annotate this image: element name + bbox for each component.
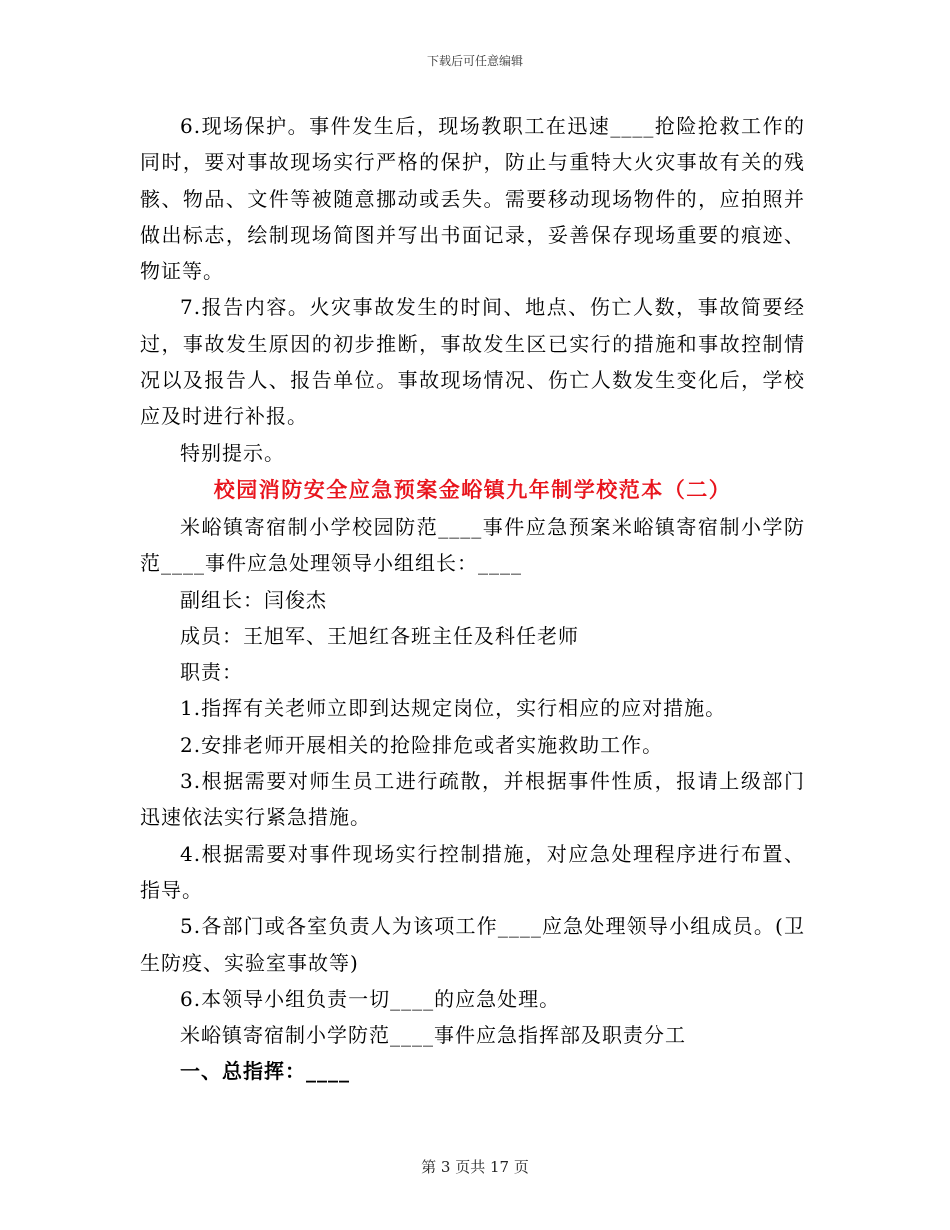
duty-item-3: 3.根据需要对师生员工进行疏散，并根据事件性质，报请上级部门迅速依法实行紧急措施。 [140,769,805,830]
duty-item-6: 6.本领导小组负责一切____的应急处理。 [180,986,561,1011]
duty-item-2: 2.安排老师开展相关的抢险排危或者实施救助工作。 [180,732,664,757]
paragraph-scene-protection: 6.现场保护。事件发生后，现场教职工在迅速____抢险抢救工作的同时，要对事故现场实行严格的保护，防止与重特大火灾事故有关的残骸、物品、文件等被随意挪动或丢失。需要移动现场物件的，应拍照并做出标志，绘制现场简图并写出书面记录，妥善保存现场重要的痕迹、物证等。 [140,114,805,284]
duty-item-4: 4.根据需要对事件现场实行控制措施，对应急处理程序进行布置、指导。 [140,841,805,902]
section-title: 校园消防安全应急预案金峪镇九年制学校范本（二） [213,477,732,502]
paragraph-special-note: 特别提示。 [180,440,285,465]
paragraph-report-content: 7.报告内容。火灾事故发生的时间、地点、伤亡人数，事故简要经过，事故发生原因的初步推断，事故发生区已实行的措施和事故控制情况以及报告人、报告单位。事故现场情况、伤亡人数发生变化后，学校应及时进行补报。 [140,295,805,429]
paragraph-duties: 职责： [180,660,243,685]
paragraph-deputy-leader: 副组长：闫俊杰 [180,587,327,612]
page-footer: 第 3 页共 17 页 [421,1158,529,1176]
duty-item-5: 5.各部门或各室负责人为该项工作____应急处理领导小组成员。(卫生防疫、实验室事故等) [140,914,805,975]
paragraph-command-division: 米峪镇寄宿制小学防范____事件应急指挥部及职责分工 [180,1023,686,1048]
paragraph-members: 成员：王旭军、王旭红各班主任及科任老师 [180,623,579,648]
duty-item-1: 1.指挥有关老师立即到达规定岗位，实行相应的应对措施。 [180,696,727,721]
document-body [140,108,805,1090]
paragraph-leadership-group: 米峪镇寄宿制小学校园防范____事件应急预案米峪镇寄宿制小学防范____事件应急处理领导小组组长：____ [140,514,805,576]
page-header: 下载后可任意编辑 [426,54,523,68]
section-heading-commander: 一、总指挥：____ [180,1059,350,1084]
